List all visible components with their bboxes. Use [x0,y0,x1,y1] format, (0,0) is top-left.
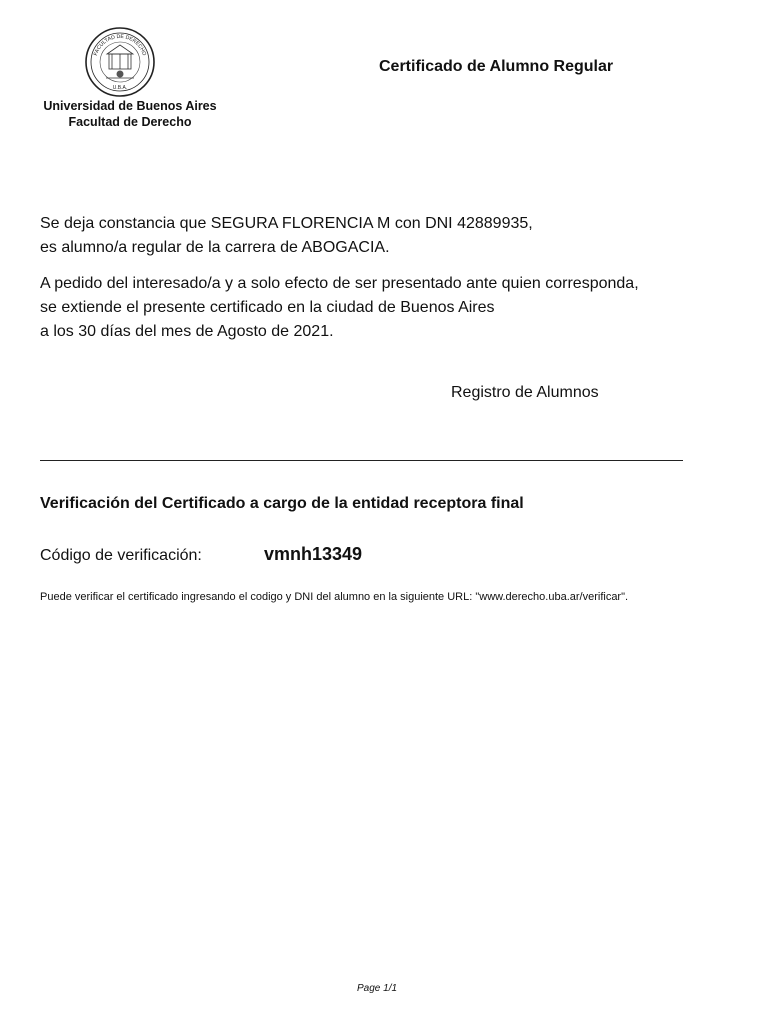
svg-text:FACULTAD DE DERECHO: FACULTAD DE DERECHO [92,33,148,57]
enrollment-statement [40,212,533,260]
issuance-statement [40,272,639,344]
verification-code-value: vmnh13349 [264,544,363,564]
university-name: Universidad de Buenos Aires [43,99,217,113]
verification-heading: Verificación del Certificado a cargo de la entidad receptora final [40,495,524,512]
verification-code-label: Código de verificación: [40,547,202,564]
svg-text:U.B.A.: U.B.A. [112,85,128,91]
statement-line: A pedido del interesado/a y a solo efecto de ser presentado ante quien corresponda, [40,275,639,292]
statement-line: se extiende el presente certificado en la ciudad de Buenos Aires [40,299,495,316]
issuing-office: Registro de Alumnos [451,384,599,401]
faculty-name: Facultad de Derecho [68,115,192,129]
statement-line: es alumno/a regular de la carrera de ABOGACIA. [40,239,390,256]
statement-line: a los 30 días del mes de Agosto de 2021. [40,323,334,340]
faculty-seal-logo [84,26,156,98]
verification-instructions: Puede verificar el certificado ingresando el codigo y DNI del alumno en la siguiente URL: "www.derecho.uba.ar/verificar". [40,591,629,603]
statement-line: Se deja constancia que SEGURA FLORENCIA M con DNI 42889935, [40,215,533,232]
institution-block [40,98,220,130]
document-title: Certificado de Alumno Regular [379,58,614,75]
page-number: Page 1/1 [357,983,398,994]
section-divider [40,460,683,461]
